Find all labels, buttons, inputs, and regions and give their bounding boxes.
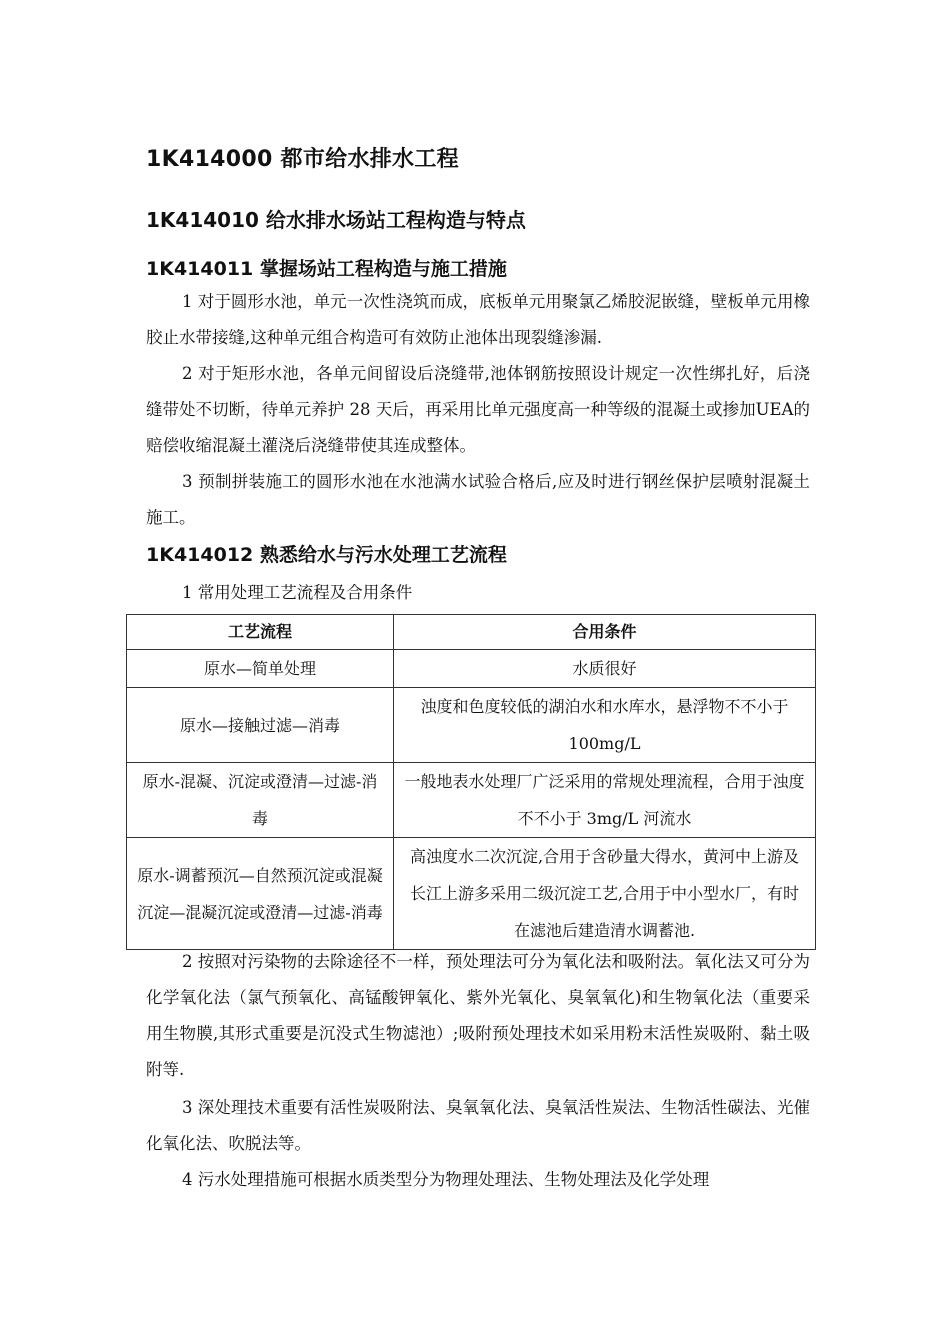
condition-cell: 高浊度水二次沉淀,合用于含砂量大得水，黄河中上游及长江上游多采用二级沉淀工艺,合用于中小型水厂，有时在滤池后建造清水调蓄池. [394,838,816,950]
table-row [127,650,816,688]
paragraph-5: 3 深处理技术重要有活性炭吸附法、臭氧氧化法、臭氧活性炭法、生物活性碳法、光催化氧化法、吹脱法等。 [146,1098,810,1153]
paragraph-2: 2 对于矩形水池，各单元间留设后浇缝带,池体钢筋按照设计规定一次性绑扎好，后浇缝带处不切断，待单元养护 28 天后，再采用比单元强度高一种等级的混凝土或掺加UEA的赔偿收缩混凝土灌浇后浇缝带使其连成整体。 [146,364,810,455]
paragraph-3: 3 预制拼装施工的圆形水池在水池满水试验合格后,应及时进行钢丝保护层喷射混凝土施工。 [146,472,810,527]
paragraph-6: 4 污水处理措施可根据水质类型分为物理处理法、生物处理法及化学处理 [182,1170,710,1189]
section-heading: 1K414010 给水排水场站工程构造与特点 [146,208,526,232]
table-row [127,763,816,838]
process-cell: 原水—简单处理 [127,650,394,688]
paragraph-4: 2 按照对污染物的去除途径不一样，预处理法可分为氧化法和吸附法。氧化法又可分为化学氧化法（氯气预氧化、高锰酸钾氧化、紫外光氧化、臭氧氧化)和生物氧化法（重要采用生物膜,其形式重要是沉没式生物滤池）;吸附预处理技术如采用粉末活性炭吸附、黏土吸附等. [146,952,810,1079]
subsection-heading-1: 1K414011 掌握场站工程构造与施工措施 [146,258,507,280]
paragraph-1: 1 对于圆形水池，单元一次性浇筑而成，底板单元用聚氯乙烯胶泥嵌缝，壁板单元用橡胶止水带接缝,这种单元组合构造可有效防止池体出现裂缝渗漏. [146,292,810,347]
process-cell: 原水-混凝、沉淀或澄清—过滤-消毒 [127,763,394,838]
process-cell: 原水—接触过滤—消毒 [127,688,394,763]
subsection-heading-2: 1K414012 熟悉给水与污水处理工艺流程 [146,544,507,566]
condition-cell: 水质很好 [394,650,816,688]
process-cell: 原水-调蓄预沉—自然预沉淀或混凝沉淀—混凝沉淀或澄清—过滤-消毒 [127,838,394,950]
table-row [127,688,816,763]
chapter-heading: 1K414000 都市给水排水工程 [146,147,459,172]
table-row [127,838,816,950]
table-caption: 1 常用处理工艺流程及合用条件 [182,583,413,602]
condition-cell: 浊度和色度较低的湖泊水和水库水，悬浮物不不小于 100mg/L [394,688,816,763]
table-header-row [127,615,816,650]
column-header-process: 工艺流程 [127,615,394,650]
process-table [126,614,816,950]
column-header-condition: 合用条件 [394,615,816,650]
condition-cell: 一般地表水处理厂广泛采用的常规处理流程，合用于浊度不不小于 3mg/L 河流水 [394,763,816,838]
